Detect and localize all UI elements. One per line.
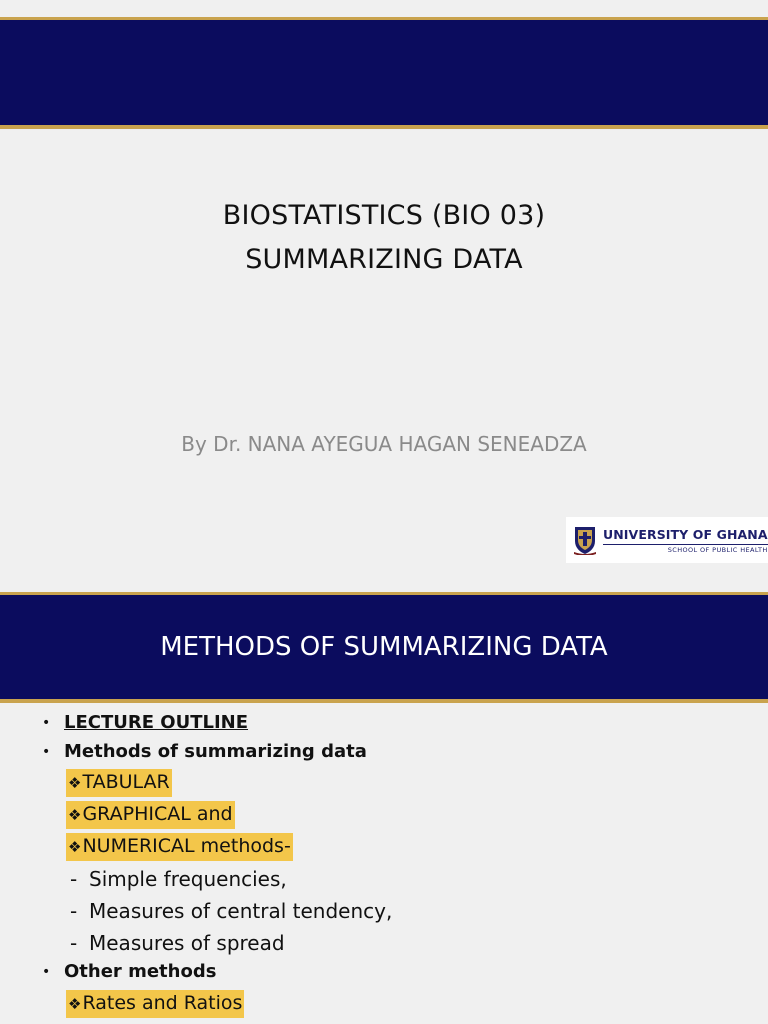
university-logo (566, 517, 768, 563)
author-line: By Dr. NANA AYEGUA HAGAN SENEADZA (181, 432, 587, 456)
highlight-item: ❖GRAPHICAL and (66, 801, 235, 829)
bullet-icon: • (42, 744, 51, 760)
diamond-bullet-icon: ❖ (68, 838, 82, 856)
logo-university-name: UNIVERSITY OF GHANA (603, 526, 768, 542)
slide-title: METHODS OF SUMMARIZING DATA (160, 632, 608, 662)
dash-bullet: - (70, 899, 78, 923)
outline-heading: LECTURE OUTLINE (64, 712, 249, 733)
highlight-item: ❖Rates and Ratios (66, 990, 244, 1018)
sub-item: - Simple frequencies, (70, 867, 287, 891)
slide-title-line1: BIOSTATISTICS (BIO 03) (222, 200, 546, 231)
dash-bullet: - (70, 931, 78, 955)
logo-school-name: SCHOOL OF PUBLIC HEALTH (667, 545, 768, 554)
diamond-bullet-icon: ❖ (68, 774, 82, 792)
diamond-bullet-icon: ❖ (68, 806, 82, 824)
diamond-bullet-icon: ❖ (68, 995, 82, 1013)
crest-icon (573, 525, 597, 555)
title-band (0, 592, 768, 703)
highlight-item: ❖TABULAR (66, 769, 172, 797)
bullet-icon: • (42, 715, 51, 731)
outline-slide (0, 592, 768, 1024)
methods-label: Methods of summarizing data (64, 741, 367, 762)
bullet-icon: • (42, 964, 51, 980)
logo-divider (603, 544, 768, 545)
dash-bullet: - (70, 867, 78, 891)
sub-item: - Measures of central tendency, (70, 899, 393, 923)
other-methods-label: Other methods (64, 961, 217, 982)
sub-item: - Measures of spread (70, 931, 285, 955)
highlight-item: ❖NUMERICAL methods- (66, 833, 293, 861)
header-band (0, 17, 768, 129)
slide-title-line2: SUMMARIZING DATA (245, 244, 523, 275)
